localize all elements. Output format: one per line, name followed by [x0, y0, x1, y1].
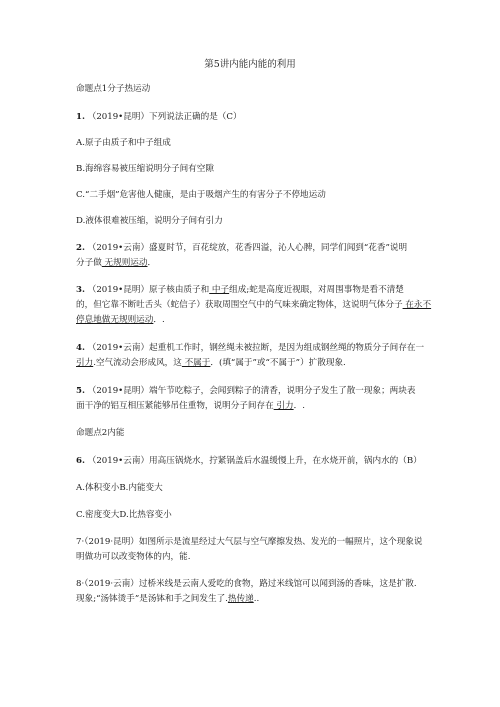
- question-1-option-c: C.“二手烟”危害他人健康，是由于吸烟产生的有害分子不停地运动: [76, 190, 326, 200]
- question-2-text-cont: 分子做: [76, 258, 102, 268]
- question-5-punct: ．.: [293, 401, 305, 411]
- question-1-stem: [76, 112, 242, 123]
- question-1-option-a: A.原子由质子和中子组成: [76, 138, 171, 148]
- question-1-option-d: D.液体很难被压缩，说明分子间有引力: [76, 216, 223, 226]
- question-3-text-cont: 组成;蛇是高度近视眼，对周围事物是看不清楚: [229, 285, 404, 295]
- question-3-number: 3.: [76, 285, 85, 295]
- question-3-line-2: [76, 300, 431, 311]
- question-7-line-1: 7·（2019·昆明）如图所示是流星经过大气层与空气摩擦发热、发光的一幅照片，这个现象说: [76, 537, 423, 547]
- question-4-text-end: ．(填“属于”或“不属于”）扩散现象.: [210, 358, 346, 368]
- question-3-answer-2b: 停息地做无规则运动: [76, 315, 154, 325]
- question-6-stem: [76, 456, 422, 467]
- question-8-punct: ..: [253, 594, 260, 604]
- question-3-line-3: [76, 315, 165, 326]
- question-8-answer: 热传递: [227, 594, 254, 604]
- question-4-answer-2: 不属于: [181, 358, 211, 368]
- question-8-line-1: 8·（2019·云南）过桥米线是云南人爱吃的食物，路过米线馆可以闻到汤的香味，这是扩散.: [76, 579, 417, 589]
- question-3-answer-1: 中子: [209, 285, 230, 295]
- question-2-number: 2.: [76, 243, 85, 253]
- question-5-answer: 引力: [273, 401, 294, 411]
- question-4-answer-1: 引力: [76, 358, 94, 368]
- question-3-text: （2019•昆明）原子核由质子和: [87, 285, 210, 295]
- question-3-answer-2a: 在永不: [402, 300, 432, 310]
- question-2-text: （2019•云南）盛夏时节，百花绽放，花香四溢，沁人心脾，同学们闻到“花香”说明: [87, 243, 408, 253]
- question-5-line-2: [76, 401, 305, 412]
- question-2-answer: 无规则运动: [101, 258, 148, 268]
- question-1-text: （2019•昆明）下列说法正确的是（C）: [87, 112, 242, 122]
- page-title: 第5讲内能内能的利用: [204, 59, 296, 70]
- question-4-number: 4.: [76, 343, 85, 353]
- question-8-text: 现象;“汤钵烫手”是汤钵和手之间发生了.: [76, 594, 228, 604]
- question-6-number: 6.: [76, 456, 85, 466]
- question-4-line-1: [76, 343, 424, 354]
- question-4-text: （2019•云南）起重机工作时，钢丝绳未被拉断，是因为组成钢丝绳的物质分子间存在一: [87, 343, 425, 353]
- section-heading-2: 命题点2内能: [76, 428, 125, 438]
- question-4-text-cont: .空气流动会形成风，这: [93, 358, 182, 368]
- question-1-option-b: B.海绵容易被压缩说明分子间有空隙: [76, 164, 214, 174]
- question-3-line-1: [76, 285, 404, 296]
- question-5-number: 5.: [76, 386, 85, 396]
- question-6-text: （2019•云南）用高压锅烧水，拧紧锅盖后水温缓慢上升，在水烧开前，锅内水的（B）: [87, 456, 422, 466]
- question-5-text-cont: 面干净的铝互相压紧能够吊住重物，说明分子间存在: [76, 401, 274, 411]
- question-6-options-ab: A.体积变小B.内能变大: [76, 483, 163, 493]
- question-4-line-2: [76, 358, 346, 369]
- question-5-text: （2019•昆明）端午节吃粽子，会闻到粽子的清香，说明分子发生了散一现象；两块表: [87, 386, 416, 396]
- question-1-number: 1.: [76, 112, 85, 122]
- question-3-text-line2: 的，但它靠不断吐舌头（蛇信子）获取周围空气中的气味来确定物体，这说明气体分子: [76, 300, 403, 310]
- question-8-line-2: [76, 594, 259, 605]
- question-2-line-2: [76, 258, 156, 269]
- question-7-line-2: 明做功可以改变物体的内，能.: [76, 552, 191, 562]
- question-2-line-1: [76, 243, 407, 254]
- question-2-punct: ．: [147, 258, 157, 268]
- question-5-line-1: [76, 386, 415, 397]
- question-3-punct: ．.: [153, 315, 165, 325]
- section-heading-1: 命题点1分子热运动: [76, 84, 151, 94]
- question-6-options-cd: C.密度变大D.比热容变小: [76, 510, 172, 520]
